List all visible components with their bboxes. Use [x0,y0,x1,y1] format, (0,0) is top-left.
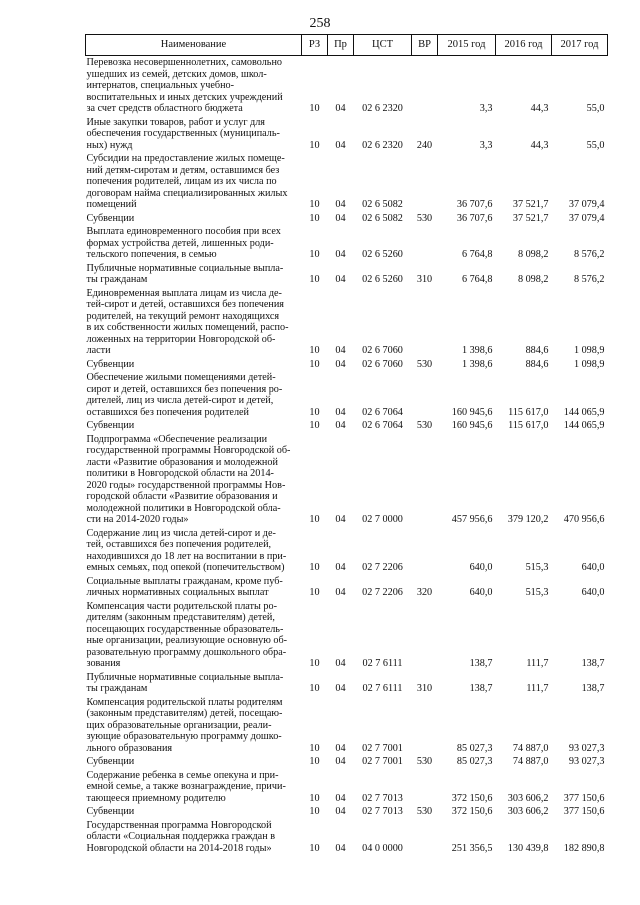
row-rz: 10 [309,742,320,754]
row-rz: 10 [309,249,320,260]
row-pr: 04 [335,792,346,804]
row-2017: 138,7 [581,683,605,694]
row-vr: 530 [416,212,433,224]
row-2016: 44,3 [530,103,549,114]
row-2015: 457 956,6 [451,514,493,525]
row-pr: 04 [335,806,346,817]
row-vr: 320 [416,587,433,598]
row-2016: 111,7 [526,683,549,694]
row-2015: 160 945,6 [451,420,493,431]
row-2016: 379 120,2 [507,514,549,525]
row-cst: 02 6 5260 [362,249,403,260]
row-2015: 3,3 [479,139,493,151]
row-2017: 55,0 [586,139,605,151]
row-rz: 10 [309,139,320,151]
row-cst: 02 7 7013 [362,806,403,817]
row-2016: 8 098,2 [517,274,549,285]
row-rz: 10 [309,683,320,694]
row-pr: 04 [335,274,346,285]
row-2016: 303 606,2 [507,792,549,804]
row-vr: 530 [416,358,433,370]
table-row [86,287,608,358]
row-pr: 04 [335,756,346,767]
row-rz: 10 [309,756,320,767]
row-2017: 1 098,9 [573,345,605,356]
row-vr [412,152,438,212]
row-cst: 02 7 0000 [362,514,403,525]
row-2016: 515,3 [525,562,549,573]
row-name: Содержание лиц из числа детей-сирот и де- тей, оставшихся без попечения родителей, находившихся до 18 лет на воспитании в при- емных семьях, под опекой (попечительством) [86,527,287,573]
table-row [86,262,608,287]
row-2017: 8 576,2 [573,274,605,285]
row-2016: 884,6 [525,345,549,356]
table-row [86,769,608,806]
row-2017: 37 079,4 [568,199,605,210]
row-2015: 36 707,6 [456,199,493,210]
row-2017: 640,0 [581,587,605,598]
row-2015: 3,3 [479,103,493,114]
row-2015: 36 707,6 [456,212,493,224]
row-2015: 640,0 [469,562,493,573]
table-row [86,527,608,575]
row-cst: 02 7 7013 [362,792,403,804]
row-2015: 372 150,6 [451,806,493,817]
row-2016: 74 887,0 [512,742,549,754]
row-cst: 02 6 5082 [362,199,403,210]
row-name: Обеспечение жилыми помещениями детей- сирот и детей, оставшихся без попечения ро- дителей, лиц из числа детей-сирот и детей, оставшихся без попечения родителей [86,372,283,418]
table-row [86,419,608,433]
row-cst: 02 6 2320 [362,103,403,114]
row-pr: 04 [335,842,346,854]
table-row [86,805,608,819]
row-vr [412,287,438,358]
row-rz: 10 [309,212,320,224]
table-row [86,433,608,527]
row-pr: 04 [335,658,346,669]
row-name: Перевозка несовершеннолетних, самовольно ушедших из семей, детских домов, школ- интернатов, специальных учебно- воспитательных и иных детских учреждений за счет средств областного бюджета [86,57,283,114]
row-2016: 515,3 [525,587,549,598]
row-cst: 02 7 6111 [362,658,403,669]
row-2017: 1 098,9 [573,358,605,370]
header-name: Наименование [86,35,302,56]
row-2015: 1 398,6 [461,345,493,356]
row-cst: 02 7 7001 [362,742,403,754]
row-vr [412,225,438,262]
row-name: Выплата единовременного пособия при всех формах устройства детей, лишенных роди- тельского попечения, в семью [86,226,281,260]
row-vr [412,819,438,856]
row-cst: 02 6 5082 [362,212,403,224]
table-row [86,671,608,696]
row-2017: 377 150,6 [563,792,605,804]
row-2016: 37 521,7 [512,212,549,224]
row-cst: 02 6 7064 [362,420,403,431]
row-2017: 144 065,9 [563,406,605,418]
table-body [86,56,608,856]
row-rz: 10 [309,842,320,854]
table-row [86,56,608,116]
table-header-row [86,35,608,56]
table-row [86,755,608,769]
row-rz: 10 [309,562,320,573]
header-2017: 2017 год [552,35,608,56]
row-pr: 04 [335,420,346,431]
table-row [86,371,608,419]
row-vr: 530 [416,756,433,767]
table-row [86,225,608,262]
row-2017: 640,0 [581,562,605,573]
row-cst: 02 6 7060 [362,358,403,370]
row-cst: 02 7 2206 [362,587,403,598]
row-pr: 04 [335,514,346,525]
header-2016: 2016 год [496,35,552,56]
row-name: Компенсация части родительской платы ро- дителям (законным представителям) детей, посещающих государственные образователь- ные организации, реализующие основную об- разовательную программу дошкольного обра- зования [86,600,288,669]
table-row [86,696,608,756]
table-row [86,575,608,600]
row-rz: 10 [309,345,320,356]
header-rz: РЗ [302,35,328,56]
row-2016: 130 439,8 [507,842,549,854]
row-2016: 44,3 [530,139,549,151]
row-pr: 04 [335,199,346,210]
row-name: Единовременная выплата лицам из числа де- тей-сирот и детей, оставшихся без попечения родителей, на текущий ремонт находящихся в их собственности жилых помещений, распо- ложенных на территории Новгородской об- ласти [86,287,289,356]
row-2015: 160 945,6 [451,406,493,418]
row-cst: 02 6 5260 [362,274,403,285]
row-pr: 04 [335,562,346,573]
row-pr: 04 [335,742,346,754]
row-vr [412,600,438,671]
table-row [86,212,608,226]
row-name: Субвенции [86,806,135,817]
row-2017: 182 890,8 [563,842,605,854]
row-2015: 640,0 [469,587,493,598]
row-vr: 530 [416,806,433,817]
row-2017: 144 065,9 [563,420,605,431]
row-2016: 111,7 [526,658,549,669]
row-2016: 37 521,7 [512,199,549,210]
row-2015: 138,7 [469,683,493,694]
row-vr: 310 [416,683,433,694]
row-name: Социальные выплаты гражданам, кроме пуб- личных нормативных социальных выплат [86,575,283,598]
row-name: Субвенции [86,358,135,370]
row-rz: 10 [309,587,320,598]
row-name: Субвенции [86,420,135,431]
row-cst: 02 7 7001 [362,756,403,767]
table-row [86,819,608,856]
row-2015: 251 356,5 [451,842,493,854]
row-name: Субвенции [86,212,135,224]
row-2016: 8 098,2 [517,249,549,260]
row-vr [412,56,438,116]
row-rz: 10 [309,406,320,418]
row-2017: 377 150,6 [563,806,605,817]
row-2016: 884,6 [525,358,549,370]
table-row [86,152,608,212]
row-vr [412,696,438,756]
header-vr: ВР [412,35,438,56]
header-pr: Пр [328,35,354,56]
row-name: Компенсация родительской платы родителям (законным представителям) детей, посещаю- щих образовательные организации, реали- зующие образовательную программу дошко- льного образования [86,696,283,754]
table-row [86,600,608,671]
page-number: 258 [309,16,331,31]
row-2015: 138,7 [469,658,493,669]
row-vr [412,769,438,806]
row-rz: 10 [309,806,320,817]
row-pr: 04 [335,358,346,370]
row-rz: 10 [309,358,320,370]
row-vr [412,527,438,575]
row-name: Субвенции [86,756,135,767]
row-2017: 470 956,6 [563,514,605,525]
row-2015: 1 398,6 [461,358,493,370]
row-2015: 372 150,6 [451,792,493,804]
row-cst: 02 6 7064 [362,406,403,418]
row-name: Публичные нормативные социальные выпла- ты гражданам [86,262,284,285]
row-vr: 240 [416,139,433,151]
row-pr: 04 [335,249,346,260]
table-row [86,358,608,372]
header-2015: 2015 год [438,35,496,56]
row-2015: 6 764,8 [461,274,493,285]
row-vr: 310 [416,274,433,285]
row-cst: 02 6 2320 [362,139,403,151]
row-cst: 02 6 7060 [362,345,403,356]
row-vr [412,433,438,527]
row-cst: 02 7 2206 [362,562,403,573]
row-2015: 85 027,3 [456,756,493,767]
row-2016: 115 617,0 [508,406,549,418]
budget-table [85,34,608,855]
row-2017: 93 027,3 [568,756,605,767]
row-cst: 04 0 0000 [362,842,403,854]
row-rz: 10 [309,103,320,114]
row-2017: 8 576,2 [573,249,605,260]
row-2015: 85 027,3 [456,742,493,754]
row-2016: 115 617,0 [508,420,549,431]
row-name: Публичные нормативные социальные выпла- ты гражданам [86,671,284,694]
row-rz: 10 [309,199,320,210]
row-pr: 04 [335,139,346,151]
row-rz: 10 [309,658,320,669]
row-pr: 04 [335,406,346,418]
row-name: Содержание ребенка в семье опекуна и при- емной семье, а также вознаграждение, причи- тающееся приемному родителю [86,769,286,804]
row-pr: 04 [335,212,346,224]
row-cst: 02 7 6111 [362,683,403,694]
row-2017: 37 079,4 [568,212,605,224]
row-pr: 04 [335,103,346,114]
row-vr: 530 [416,420,433,431]
row-rz: 10 [309,792,320,804]
row-name: Субсидии на предоставление жилых помеще- ний детям-сиротам и детям, оставшимся без попечения родителей, лицам из их числа по договорам найма специализированных жилых помещений [86,153,288,210]
row-vr [412,371,438,419]
header-cst: ЦСТ [354,35,412,56]
row-pr: 04 [335,345,346,356]
row-rz: 10 [309,514,320,525]
row-pr: 04 [335,587,346,598]
row-2017: 93 027,3 [568,742,605,754]
row-rz: 10 [309,420,320,431]
row-name: Государственная программа Новгородской области «Социальная поддержка граждан в Новгородской области на 2014-2018 годы» [86,819,276,854]
row-2016: 303 606,2 [507,806,549,817]
row-2017: 138,7 [581,658,605,669]
row-pr: 04 [335,683,346,694]
table-row [86,116,608,153]
row-name: Иные закупки товаров, работ и услуг для обеспечения государственных (муниципаль- ных) нужд [86,116,280,151]
row-2016: 74 887,0 [512,756,549,767]
row-2015: 6 764,8 [461,249,493,260]
row-name: Подпрограмма «Обеспечение реализации государственной программы Новгородской об- ласти «Развитие образования и молодежной политики в Новгородской области на 2014- 2020 годы» государственной программы Нов- городской области «Развитие образования и молодежной политики в Новгородской обла- сти на 2014-2020 годы» [86,433,291,525]
row-rz: 10 [309,274,320,285]
row-2017: 55,0 [586,103,605,114]
